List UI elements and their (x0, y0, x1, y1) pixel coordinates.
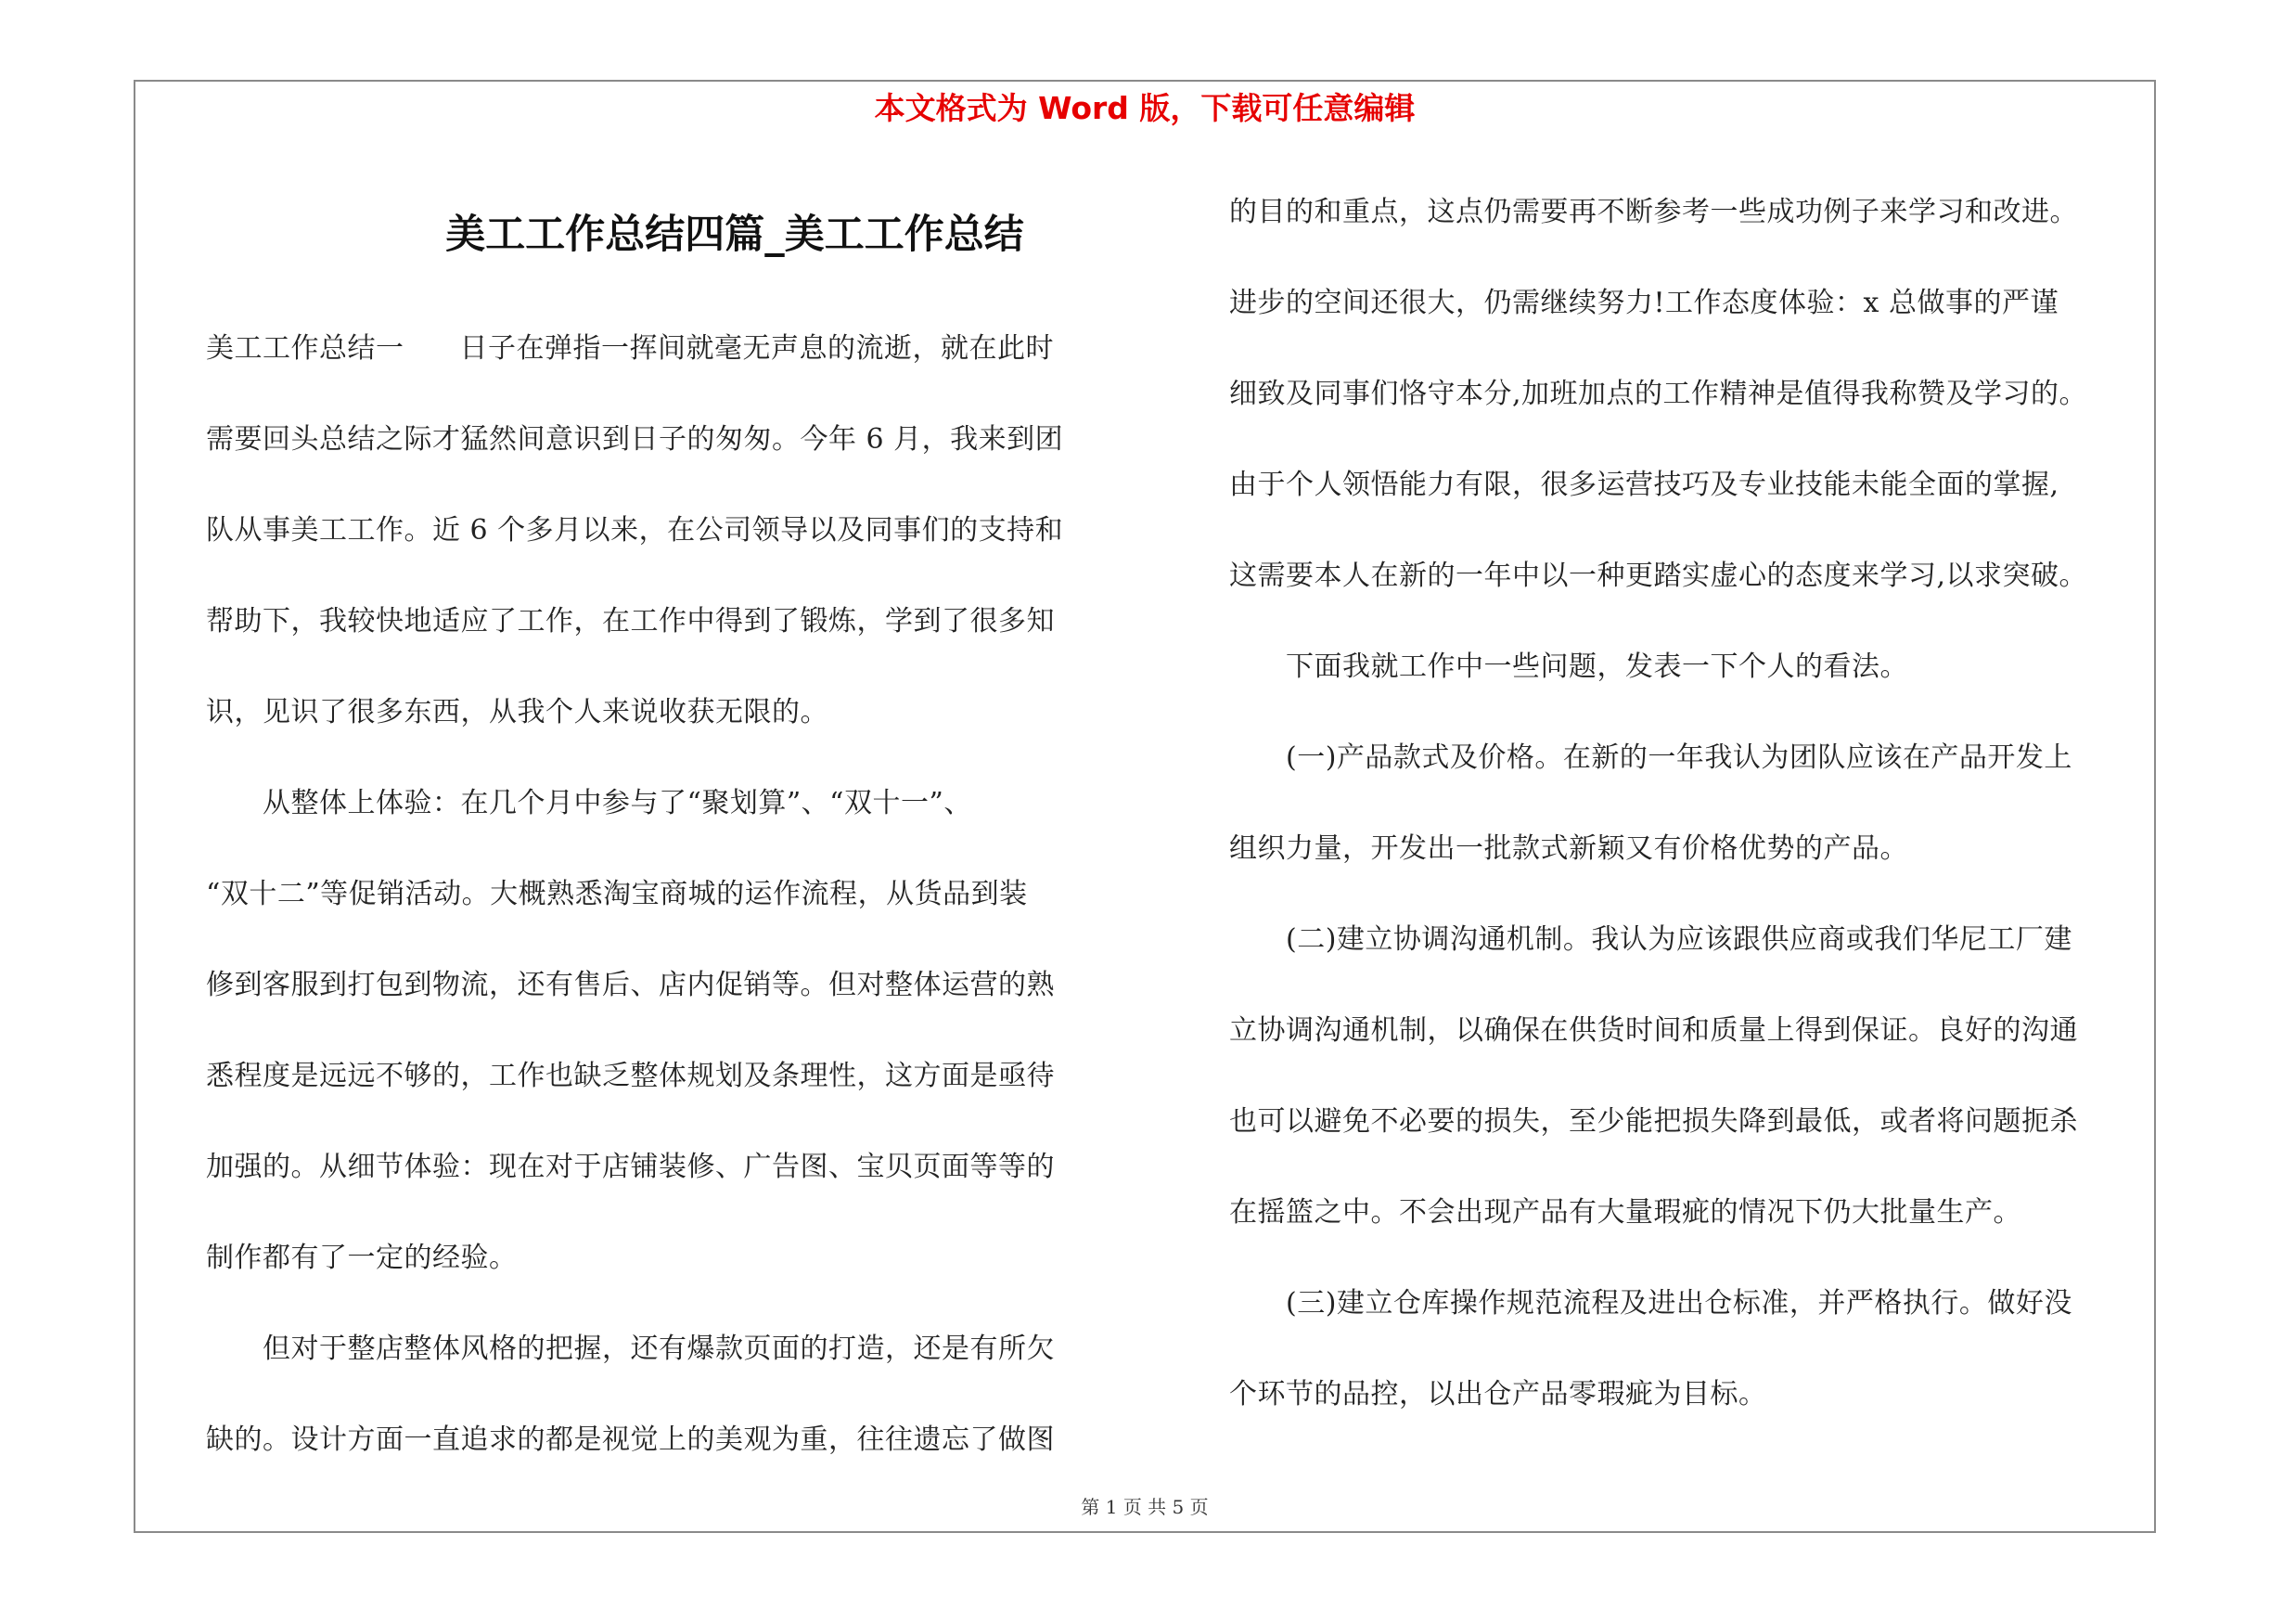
text-line: 立协调沟通机制，以确保在供货时间和质量上得到保证。良好的沟通 (1229, 1014, 2078, 1047)
word-format-banner: 本文格式为 Word 版，下载可任意编辑 (874, 90, 1416, 126)
text-line: 的目的和重点，这点仍需要再不断参考一些成功例子来学习和改进。 (1229, 196, 2078, 228)
text-line: 修到客服到打包到物流，还有售后、店内促销等。但对整体运营的熟 (206, 969, 1055, 1001)
text-line: 加强的。从细节体验：现在对于店铺装修、广告图、宝贝页面等等的 (206, 1151, 1055, 1183)
text-line: 识，见识了很多东西，从我个人来说收获无限的。 (206, 696, 828, 728)
text-line: (三)建立仓库操作规范流程及进出仓标准，并严格执行。做好没 (1229, 1287, 2072, 1320)
text-line: 也可以避免不必要的损失，至少能把损失降到最低，或者将问题扼杀 (1229, 1105, 2078, 1138)
text-line: 帮助下，我较快地适应了工作，在工作中得到了锻炼，学到了很多知 (206, 605, 1055, 638)
text-line: 但对于整店整体风格的把握，还有爆款页面的打造，还是有所欠 (206, 1333, 1055, 1365)
text-line: 个环节的品控，以出仓产品零瑕疵为目标。 (1229, 1378, 1767, 1410)
text-line: (一)产品款式及价格。在新的一年我认为团队应该在产品开发上 (1229, 741, 2072, 774)
text-line: 组织力量，开发出一批款式新颖又有价格优势的产品。 (1229, 832, 1908, 865)
text-line-content: 日子在弹指一挥间就毫无声息的流逝，就在此时 (459, 332, 1054, 365)
text-line: 下面我就工作中一些问题，发表一下个人的看法。 (1229, 650, 1908, 683)
text-line: 从整体上体验：在几个月中参与了“聚划算”、“双十一”、 (206, 787, 972, 819)
text-line (206, 303, 1124, 394)
text-line: (二)建立协调沟通机制。我认为应该跟供应商或我们华尼工厂建 (1229, 923, 2072, 956)
text-line: 由于个人领悟能力有限，很多运营技巧及专业技能未能全面的掌握, (1229, 469, 2059, 501)
text-line: 细致及同事们恪守本分,加班加点的工作精神是值得我称赞及学习的。 (1229, 378, 2088, 410)
page-number-footer: 第 1 页 共 5 页 (1081, 1496, 1209, 1518)
left-text-column (206, 303, 1124, 1486)
text-line: 队从事美工工作。近 6 个多月以来，在公司领导以及同事们的支持和 (206, 514, 1064, 547)
text-line: “双十二”等促销活动。大概熟悉淘宝商城的运作流程，从货品到装 (206, 878, 1028, 910)
text-line: 在摇篮之中。不会出现产品有大量瑕疵的情况下仍大批量生产。 (1229, 1196, 2021, 1229)
text-line: 制作都有了一定的经验。 (206, 1242, 518, 1274)
right-text-column (1229, 167, 2166, 1440)
text-line: 这需要本人在新的一年中以一种更踏实虚心的态度来学习,以求突破。 (1229, 560, 2088, 592)
text-line: 需要回头总结之际才猛然间意识到日子的匆匆。今年 6 月，我来到团 (206, 423, 1064, 456)
text-line: 悉程度是远远不够的，工作也缺乏整体规划及条理性，这方面是亟待 (206, 1060, 1055, 1092)
text-line: 进步的空间还很大，仍需继续努力!工作态度体验：x 总做事的严谨 (1229, 287, 2059, 319)
document-title: 美工工作总结四篇_美工工作总结 (445, 212, 1024, 258)
section-heading: 美工工作总结一 (206, 332, 404, 365)
text-line: 缺的。设计方面一直追求的都是视觉上的美观为重，往往遗忘了做图 (206, 1423, 1055, 1456)
